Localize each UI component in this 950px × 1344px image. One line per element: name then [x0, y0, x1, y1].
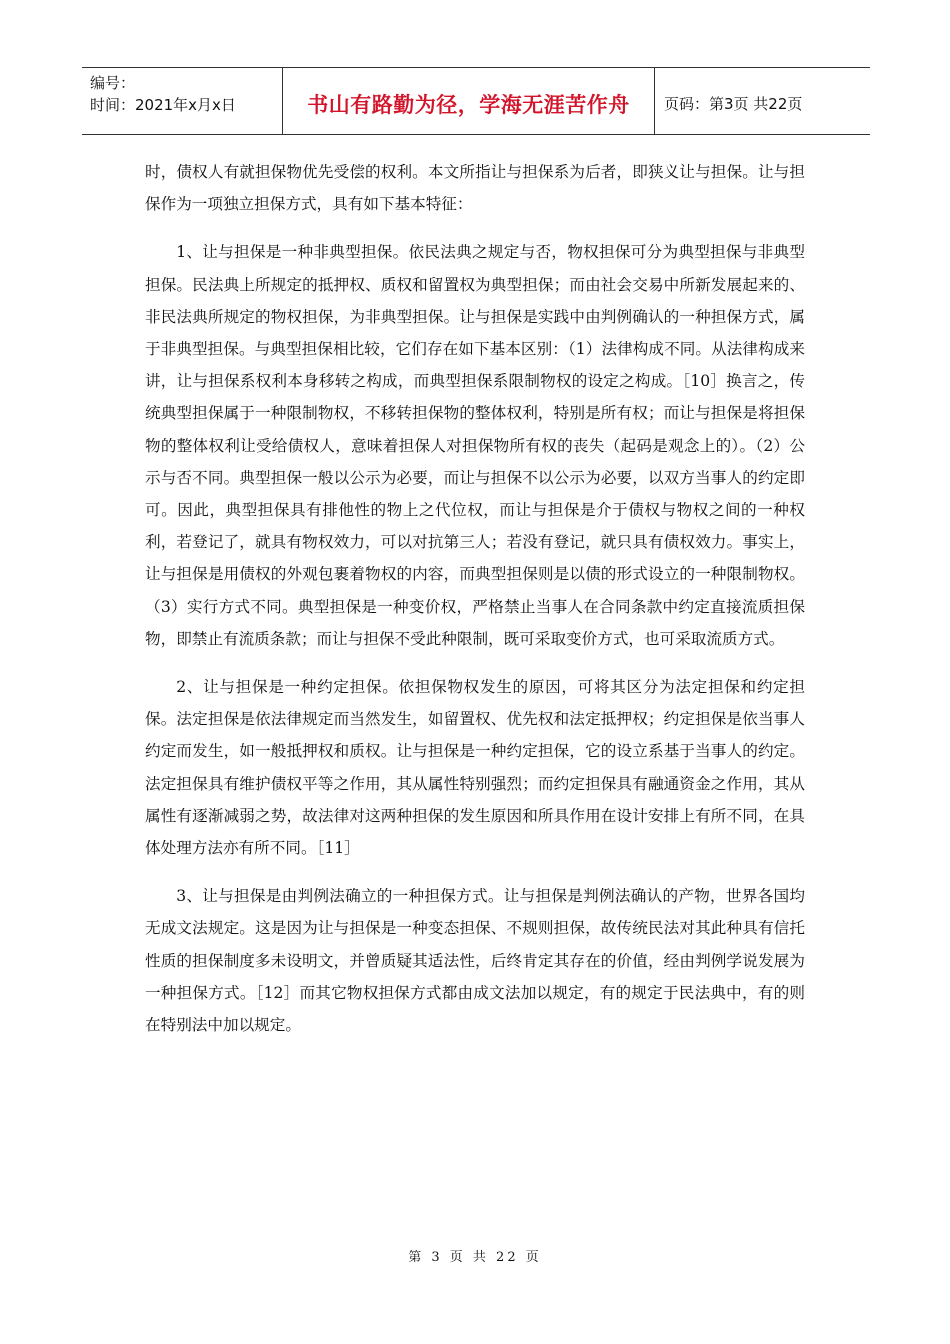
- paragraph-continuation: 时，债权人有就担保物优先受偿的权利。本文所指让与担保系为后者，即狭义让与担保。让与担保作为一项独立担保方式，具有如下基本特征：: [145, 163, 805, 214]
- header-meta: [82, 68, 282, 134]
- page-footer: 第 3 页 共 22 页: [408, 1250, 542, 1265]
- paragraph-feature-2: 2、让与担保是一种约定担保。依担保物权发生的原因，可将其区分为法定担保和约定担保。法定担保是依法律规定而当然发生，如留置权、优先权和法定抵押权；约定担保是依当事人约定而发生，如一般抵押权和质权。让与担保是一种约定担保，它的设立系基于当事人的约定。法定担保具有维护债权平等之作用，其从属性特别强烈；而约定担保具有融通资金之作用，其从属性有逐渐减弱之势，故法律对这两种担保的发生原因和所具作用在设计安排上有所不同，在具体处理方法亦有所不同。［11］: [145, 678, 805, 858]
- paragraph-feature-3: 3、让与担保是由判例法确立的一种担保方式。让与担保是判例法确认的产物，世界各国均无成文法规定。这是因为让与担保是一种变态担保、不规则担保，故传统民法对其此种具有信托性质的担保制度多未设明文，并曾质疑其适法性，后终肯定其存在的价值，经由判例学说发展为一种担保方式。［12］而其它物权担保方式都由成文法加以规定，有的规定于民法典中，有的则在特别法中加以规定。: [145, 887, 805, 1035]
- paragraph-feature-1: 1、让与担保是一种非典型担保。依民法典之规定与否，物权担保可分为典型担保与非典型担保。民法典上所规定的抵押权、质权和留置权为典型担保；而由社会交易中所新发展起来的、非民法典所规定的物权担保，为非典型担保。让与担保是实践中由判例确认的一种担保方式，属于非典型担保。与典型担保相比较，它们存在如下基本区别：（1）法律构成不同。从法律构成来讲，让与担保系权利本身移转之构成，而典型担保系限制物权的设定之构成。［10］换言之，传统典型担保属于一种限制物权，不移转担保物的整体权利，特别是所有权；而让与担保是将担保物的整体权利让受给债权人，意味着担保人对担保物所有权的丧失（起码是观念上的）。（2）公示与否不同。典型担保一般以公示为必要，而让与担保不以公示为必要，以双方当事人的约定即可。因此，典型担保具有排他性的物上之代位权，而让与担保是介于债权与物权之间的一种权利，若登记了，就具有物权效力，可以对抗第三人；若没有登记，就只具有债权效力。事实上，让与担保是用债权的外观包裹着物权的内容，而典型担保则是以债的形式设立的一种限制物权。（3）实行方式不同。典型担保是一种变价权，严格禁止当事人在合同条款中约定直接流质担保物，即禁止有流质条款；而让与担保不受此种限制，既可采取变价方式，也可采取流质方式。: [145, 243, 805, 648]
- header-page-label: 页码：第3页 共22页: [664, 94, 803, 113]
- document-date-label: 时间：2021年x月x日: [90, 96, 236, 114]
- document-body: [145, 156, 805, 1041]
- document-number-label: 编号：: [90, 74, 136, 92]
- page-header: [82, 67, 870, 135]
- header-motto: 书山有路勤为径，学海无涯苦作舟: [282, 68, 655, 134]
